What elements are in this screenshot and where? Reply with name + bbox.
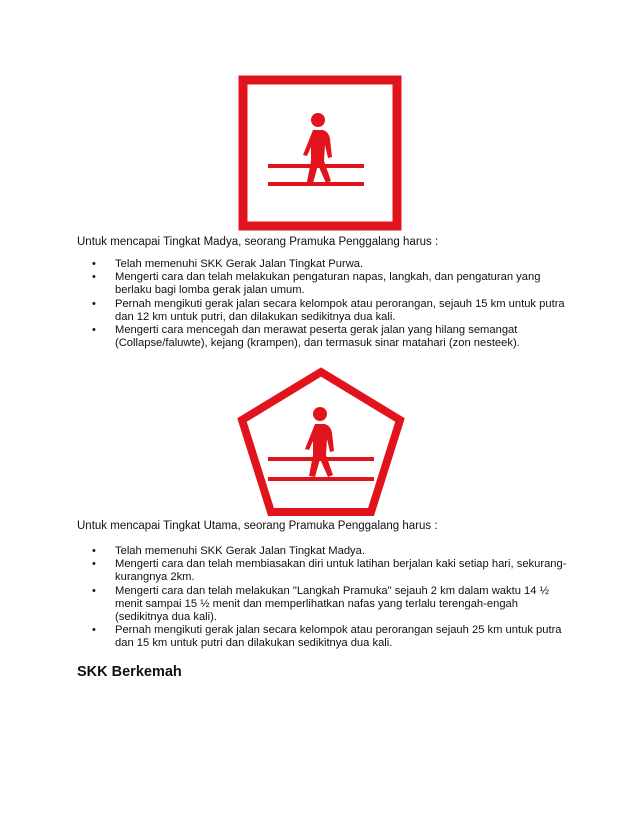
list-item: • Mengerti cara dan telah melakukan "Langkah Pramuka" sejauh 2 km dalam waktu 14 ½ menit sampai 15 ½ menit dan memperlihatkan nafas yang terlalu terengah-engah (sedikitnya dua kali). bbox=[77, 585, 572, 625]
section-intro-utama: Untuk mencapai Tingkat Utama, seorang Pramuka Penggalang harus : bbox=[77, 520, 438, 532]
section-intro-madya: Untuk mencapai Tingkat Madya, seorang Pramuka Penggalang harus : bbox=[77, 236, 439, 248]
list-item: • Telah memenuhi SKK Gerak Jalan Tingkat Purwa. bbox=[77, 258, 572, 271]
section-heading: SKK Berkemah bbox=[77, 664, 182, 680]
badge-madya-square bbox=[238, 75, 402, 231]
badge-utama-pentagon bbox=[236, 366, 406, 518]
requirement-list-utama bbox=[77, 545, 572, 651]
requirement-list-madya bbox=[77, 258, 572, 350]
list-item: • Mengerti cara dan telah membiasakan diri untuk latihan berjalan kaki setiap hari, sekurang-kurangnya 2km. bbox=[77, 558, 572, 584]
list-item: • Telah memenuhi SKK Gerak Jalan Tingkat Madya. bbox=[77, 545, 572, 558]
list-item: • Pernah mengikuti gerak jalan secara kelompok atau perorangan sejauh 25 km untuk putra dan 15 km untuk putri dan dilakukan sedikitnya dua kali. bbox=[77, 624, 572, 650]
list-item: • Pernah mengikuti gerak jalan secara kelompok atau perorangan, sejauh 15 km untuk putra dan 12 km untuk putri, dan dilakukan sedikitnya dua kali. bbox=[77, 298, 572, 324]
pedestrian-crossing-icon bbox=[236, 366, 406, 518]
list-item: • Mengerti cara dan telah melakukan pengaturan napas, langkah, dan pengaturan yang berlaku bagi lomba gerak jalan umum. bbox=[77, 271, 572, 297]
pedestrian-crossing-icon bbox=[238, 75, 402, 231]
list-item: • Mengerti cara mencegah dan merawat peserta gerak jalan yang hilang semangat (Collapse/faluwte), kejang (krampen), dan termasuk sinar matahari (zon nesteek). bbox=[77, 324, 572, 350]
